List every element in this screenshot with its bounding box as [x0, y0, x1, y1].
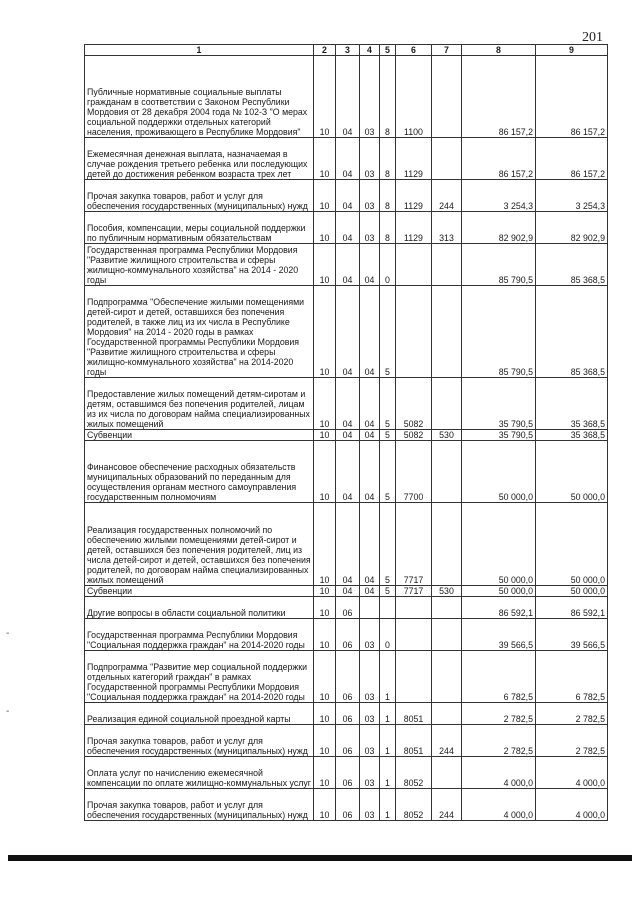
- subsection-code: 04: [336, 56, 360, 138]
- subsection-code: 04: [336, 378, 360, 430]
- amount-year-2: 86 592,1: [536, 597, 608, 619]
- bottom-rule: [8, 855, 632, 861]
- subsection-code: 04: [336, 286, 360, 378]
- table-row: [85, 244, 608, 286]
- header-cell-col-2: 2: [314, 45, 336, 56]
- amount-year-2: 3 254,3: [536, 180, 608, 212]
- amount-year-2: 50 000,0: [536, 503, 608, 586]
- expense-type: [432, 138, 462, 180]
- amount-year-2: 39 566,5: [536, 619, 608, 651]
- amount-year-2: 6 782,5: [536, 651, 608, 703]
- subprogram-code: 1: [380, 725, 396, 757]
- amount-year-2: 35 368,5: [536, 378, 608, 430]
- program-code: 04: [360, 586, 380, 597]
- expense-type: [432, 703, 462, 725]
- budget-table: [84, 44, 608, 821]
- subsection-code: 06: [336, 789, 360, 821]
- program-code: 03: [360, 56, 380, 138]
- program-code: 03: [360, 180, 380, 212]
- target-code: 8051: [396, 703, 432, 725]
- expense-type: [432, 651, 462, 703]
- subsection-code: 04: [336, 180, 360, 212]
- expense-type: [432, 56, 462, 138]
- amount-year-2: 4 000,0: [536, 757, 608, 789]
- target-code: 7700: [396, 441, 432, 503]
- amount-year-2: 85 368,5: [536, 286, 608, 378]
- amount-year-1: 50 000,0: [462, 503, 536, 586]
- item-name: Пособия, компенсации, меры социальной поддержки по публичным нормативным обязательствам: [85, 212, 314, 244]
- target-code: [396, 651, 432, 703]
- amount-year-2: 82 902,9: [536, 212, 608, 244]
- amount-year-1: 82 902,9: [462, 212, 536, 244]
- section-code: 10: [314, 597, 336, 619]
- amount-year-2: 2 782,5: [536, 725, 608, 757]
- target-code: 1129: [396, 212, 432, 244]
- subsection-code: 04: [336, 441, 360, 503]
- section-code: 10: [314, 56, 336, 138]
- section-code: 10: [314, 430, 336, 441]
- subprogram-code: 5: [380, 586, 396, 597]
- program-code: 04: [360, 503, 380, 586]
- margin-mark: -: [6, 628, 10, 639]
- program-code: 03: [360, 789, 380, 821]
- page-number: 201: [582, 30, 603, 45]
- amount-year-1: 50 000,0: [462, 441, 536, 503]
- subprogram-code: 5: [380, 286, 396, 378]
- table-body: [85, 56, 608, 821]
- program-code: 04: [360, 441, 380, 503]
- subprogram-code: 0: [380, 244, 396, 286]
- table-row: [85, 597, 608, 619]
- target-code: 7717: [396, 503, 432, 586]
- margin-mark: -: [6, 706, 10, 717]
- amount-year-1: 85 790,5: [462, 286, 536, 378]
- table-row: [85, 212, 608, 244]
- item-name: Подпрограмма "Обеспечение жилыми помещениями детей-сирот и детей, оставшихся без попечения родителей, в также лиц из их числа в Республике Мордовия" на 2014 - 2020 годы в рамках Государственной программы Республики Мордовия "Развитие жилищного строительства и сферы жилищно-коммунального хозяйства" на 2014-2020 годы: [85, 286, 314, 378]
- amount-year-1: 35 790,5: [462, 378, 536, 430]
- amount-year-1: 2 782,5: [462, 725, 536, 757]
- amount-year-2: 50 000,0: [536, 586, 608, 597]
- subsection-code: 06: [336, 619, 360, 651]
- table-row: [85, 378, 608, 430]
- expense-type: [432, 619, 462, 651]
- item-name: Публичные нормативные социальные выплаты гражданам в соответствии с Законом Республики Мордовия от 28 декабря 2004 года № 102-З "О мерах социальной поддержки отдельных категорий населения, проживающего в Республике Мордовия": [85, 56, 314, 138]
- item-name: Государственная программа Республики Мордовия "Развитие жилищного строительства и сферы жилищно-коммунального хозяйства" на 2014 - 2020 годы: [85, 244, 314, 286]
- subprogram-code: 5: [380, 378, 396, 430]
- target-code: 8052: [396, 789, 432, 821]
- section-code: 10: [314, 703, 336, 725]
- table-row: [85, 789, 608, 821]
- target-code: 1100: [396, 56, 432, 138]
- section-code: 10: [314, 441, 336, 503]
- table-row: [85, 619, 608, 651]
- target-code: 1129: [396, 138, 432, 180]
- target-code: 8051: [396, 725, 432, 757]
- item-name: Финансовое обеспечение расходных обязательств муниципальных образований по переданным для осуществления органам местного самоуправления государственным полномочиям: [85, 441, 314, 503]
- section-code: 10: [314, 757, 336, 789]
- header-cell-col-3: 3: [336, 45, 360, 56]
- subsection-code: 06: [336, 757, 360, 789]
- amount-year-1: 6 782,5: [462, 651, 536, 703]
- amount-year-2: 2 782,5: [536, 703, 608, 725]
- table-row: [85, 286, 608, 378]
- amount-year-2: 85 368,5: [536, 244, 608, 286]
- item-name: Подпрограмма "Развитие мер социальной поддержки отдельных категорий граждан" в рамках Государственной программы Республики Мордовия "Социальная поддержка граждан" на 2014-2020 годы: [85, 651, 314, 703]
- table-row: [85, 180, 608, 212]
- expense-type: [432, 378, 462, 430]
- subsection-code: 06: [336, 651, 360, 703]
- table-row: [85, 138, 608, 180]
- amount-year-1: 50 000,0: [462, 586, 536, 597]
- subprogram-code: 1: [380, 789, 396, 821]
- subsection-code: 04: [336, 244, 360, 286]
- program-code: 03: [360, 725, 380, 757]
- subprogram-code: 5: [380, 503, 396, 586]
- target-code: 7717: [396, 586, 432, 597]
- subprogram-code: 8: [380, 56, 396, 138]
- amount-year-1: 2 782,5: [462, 703, 536, 725]
- program-code: 03: [360, 619, 380, 651]
- target-code: [396, 244, 432, 286]
- item-name: Прочая закупка товаров, работ и услуг для обеспечения государственных (муниципальных) нужд: [85, 789, 314, 821]
- amount-year-2: 4 000,0: [536, 789, 608, 821]
- target-code: [396, 619, 432, 651]
- program-code: 03: [360, 703, 380, 725]
- amount-year-1: 85 790,5: [462, 244, 536, 286]
- table-row: [85, 430, 608, 441]
- target-code: 5082: [396, 378, 432, 430]
- item-name: Предоставление жилых помещений детям-сиротам и детям, оставшимся без попечения родителей, лицам из их числа по договорам найма специализированных жилых помещений: [85, 378, 314, 430]
- section-code: 10: [314, 138, 336, 180]
- table-row: [85, 586, 608, 597]
- item-name: Оплата услуг по начислению ежемесячной компенсации по оплате жилищно-коммунальных услуг: [85, 757, 314, 789]
- table-header-row: [85, 45, 608, 56]
- program-code: 03: [360, 212, 380, 244]
- header-cell-col-7: 7: [432, 45, 462, 56]
- table-row: [85, 725, 608, 757]
- table-row: [85, 703, 608, 725]
- program-code: [360, 597, 380, 619]
- amount-year-1: 4 000,0: [462, 757, 536, 789]
- expense-type: 244: [432, 725, 462, 757]
- table-row: [85, 757, 608, 789]
- subsection-code: 04: [336, 212, 360, 244]
- target-code: 5082: [396, 430, 432, 441]
- amount-year-1: 86 157,2: [462, 56, 536, 138]
- expense-type: [432, 503, 462, 586]
- section-code: 10: [314, 789, 336, 821]
- target-code: 1129: [396, 180, 432, 212]
- subsection-code: 06: [336, 597, 360, 619]
- amount-year-1: 3 254,3: [462, 180, 536, 212]
- expense-type: 530: [432, 430, 462, 441]
- program-code: 04: [360, 286, 380, 378]
- target-code: [396, 286, 432, 378]
- section-code: 10: [314, 244, 336, 286]
- amount-year-1: 4 000,0: [462, 789, 536, 821]
- item-name: Прочая закупка товаров, работ и услуг для обеспечения государственных (муниципальных) нужд: [85, 725, 314, 757]
- amount-year-1: 39 566,5: [462, 619, 536, 651]
- amount-year-2: 86 157,2: [536, 138, 608, 180]
- table-row: [85, 651, 608, 703]
- target-code: 8052: [396, 757, 432, 789]
- amount-year-1: 86 157,2: [462, 138, 536, 180]
- expense-type: 313: [432, 212, 462, 244]
- subprogram-code: 0: [380, 619, 396, 651]
- section-code: 10: [314, 651, 336, 703]
- program-code: 04: [360, 244, 380, 286]
- item-name: Ежемесячная денежная выплата, назначаемая в случае рождения третьего ребенка или последующих детей до достижения ребенком возраста трех лет: [85, 138, 314, 180]
- subsection-code: 04: [336, 503, 360, 586]
- section-code: 10: [314, 286, 336, 378]
- amount-year-1: 35 790,5: [462, 430, 536, 441]
- item-name: Субвенции: [85, 586, 314, 597]
- subprogram-code: 8: [380, 138, 396, 180]
- section-code: 10: [314, 503, 336, 586]
- item-name: Субвенции: [85, 430, 314, 441]
- subsection-code: 04: [336, 430, 360, 441]
- program-code: 03: [360, 651, 380, 703]
- section-code: 10: [314, 180, 336, 212]
- item-name: Прочая закупка товаров, работ и услуг для обеспечения государственных (муниципальных) нужд: [85, 180, 314, 212]
- subsection-code: 06: [336, 725, 360, 757]
- header-cell-col-4: 4: [360, 45, 380, 56]
- table-row: [85, 503, 608, 586]
- amount-year-2: 50 000,0: [536, 441, 608, 503]
- section-code: 10: [314, 212, 336, 244]
- header-cell-col-1: 1: [85, 45, 314, 56]
- subsection-code: 04: [336, 586, 360, 597]
- expense-type: [432, 597, 462, 619]
- amount-year-1: 86 592,1: [462, 597, 536, 619]
- expense-type: [432, 441, 462, 503]
- subsection-code: 06: [336, 703, 360, 725]
- section-code: 10: [314, 378, 336, 430]
- subprogram-code: 8: [380, 180, 396, 212]
- table-row: [85, 441, 608, 503]
- program-code: 04: [360, 378, 380, 430]
- amount-year-2: 86 157,2: [536, 56, 608, 138]
- subprogram-code: 5: [380, 441, 396, 503]
- subprogram-code: 5: [380, 430, 396, 441]
- subprogram-code: 8: [380, 212, 396, 244]
- program-code: 03: [360, 757, 380, 789]
- table-row: [85, 56, 608, 138]
- expense-type: [432, 244, 462, 286]
- header-cell-col-8: 8: [462, 45, 536, 56]
- program-code: 04: [360, 430, 380, 441]
- header-cell-col-5: 5: [380, 45, 396, 56]
- header-cell-col-6: 6: [396, 45, 432, 56]
- item-name: Другие вопросы в области социальной политики: [85, 597, 314, 619]
- header-cell-col-9: 9: [536, 45, 608, 56]
- expense-type: 530: [432, 586, 462, 597]
- section-code: 10: [314, 725, 336, 757]
- subprogram-code: 1: [380, 757, 396, 789]
- expense-type: 244: [432, 789, 462, 821]
- item-name: Реализация единой социальной проездной карты: [85, 703, 314, 725]
- item-name: Государственная программа Республики Мордовия "Социальная поддержка граждан" на 2014-2020 годы: [85, 619, 314, 651]
- expense-type: 244: [432, 180, 462, 212]
- program-code: 03: [360, 138, 380, 180]
- section-code: 10: [314, 619, 336, 651]
- expense-type: [432, 286, 462, 378]
- subprogram-code: [380, 597, 396, 619]
- section-code: 10: [314, 586, 336, 597]
- item-name: Реализация государственных полномочий по обеспечению жилыми помещениями детей-сирот и детей, оставшихся без попечения родителей, лиц из числа детей-сирот и детей, оставшихся без попечения родителей, по договорам найма специализированных жилых помещений: [85, 503, 314, 586]
- expense-type: [432, 757, 462, 789]
- subprogram-code: 1: [380, 651, 396, 703]
- subsection-code: 04: [336, 138, 360, 180]
- target-code: [396, 597, 432, 619]
- subprogram-code: 1: [380, 703, 396, 725]
- amount-year-2: 35 368,5: [536, 430, 608, 441]
